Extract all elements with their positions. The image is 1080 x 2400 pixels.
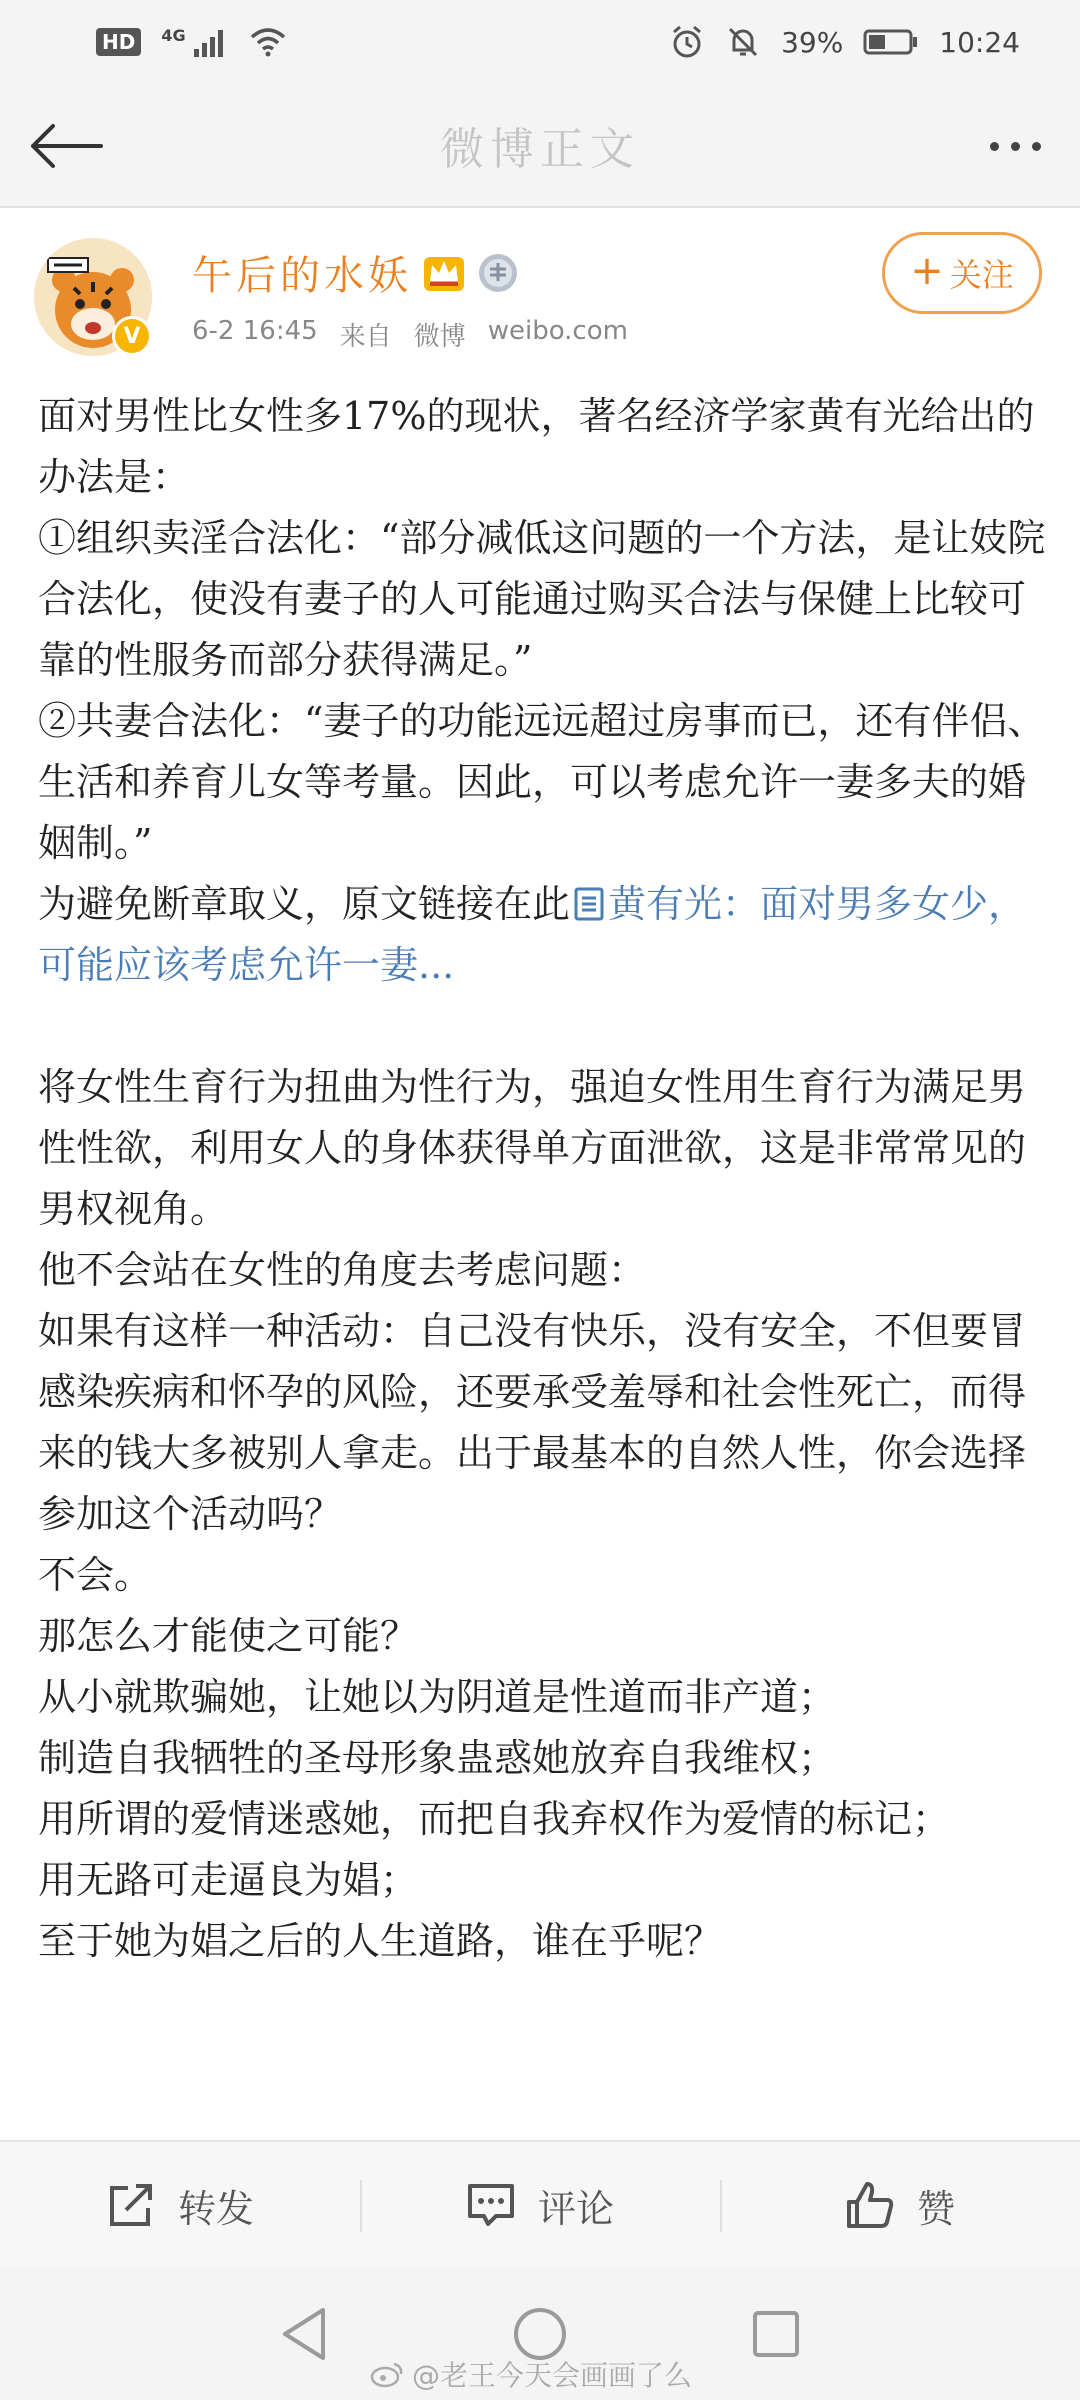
nav-recents-button[interactable] bbox=[748, 2306, 804, 2362]
repost-icon bbox=[106, 2180, 156, 2230]
signal-icon bbox=[192, 27, 228, 57]
repost-button[interactable] bbox=[0, 2142, 360, 2268]
post-card bbox=[0, 208, 1080, 2140]
comment-icon bbox=[466, 2180, 516, 2230]
status-left bbox=[96, 27, 288, 57]
square-recents-icon bbox=[751, 2309, 801, 2359]
clock: 10:24 bbox=[939, 25, 1020, 59]
post-paragraph: 不会。 bbox=[38, 1553, 153, 1597]
plus-icon: + bbox=[910, 248, 944, 294]
post-paragraph: 将女性生育行为扭曲为性行为，强迫女性用生育行为满足男性性欲，利用女人的身体获得单方面泄欲，这是非常常见的男权视角。 bbox=[38, 1065, 1027, 1231]
battery-percent: 39% bbox=[781, 25, 844, 59]
paragraph-spacer bbox=[38, 996, 1048, 1057]
post-date: 6-2 16:45 bbox=[192, 316, 318, 346]
page-title: 微博正文 bbox=[440, 124, 640, 175]
back-arrow-icon bbox=[27, 122, 103, 170]
title-bar bbox=[0, 84, 1080, 208]
more-dot-icon bbox=[990, 142, 999, 151]
post-paragraph: 面对男性比女性多17%的现状，著名经济学家黄有光给出的办法是： bbox=[38, 394, 1035, 499]
author-row bbox=[192, 244, 520, 301]
more-dot-icon bbox=[1011, 142, 1020, 151]
link-paragraph bbox=[38, 874, 1048, 996]
post-body bbox=[38, 386, 1048, 1972]
verified-badge-icon: V bbox=[112, 316, 152, 356]
watermark bbox=[370, 2354, 692, 2394]
post-paragraph: 用无路可走逼良为娼； bbox=[38, 1858, 419, 1902]
post-paragraph: 如果有这样一种活动：自己没有快乐，没有安全，不但要冒感染疾病和怀孕的风险，还要承受羞辱和社会性死亡，而得来的钱大多被别人拿走。出于最基本的自然人性，你会选择参加这个活动吗？ bbox=[38, 1309, 1027, 1536]
repost-label: 转发 bbox=[177, 2186, 254, 2231]
action-bar bbox=[0, 2140, 1080, 2268]
post-paragraph: 制造自我牺牲的圣母形象蛊惑她放弃自我维权； bbox=[38, 1736, 837, 1780]
post-header bbox=[0, 208, 1080, 358]
alarm-icon bbox=[669, 24, 705, 60]
comment-label: 评论 bbox=[537, 2186, 614, 2231]
back-button[interactable] bbox=[20, 114, 110, 178]
thumbs-up-icon bbox=[845, 2180, 895, 2230]
post-paragraph: ②共妻合法化：“妻子的功能远远超过房事而已，还有伴侣、生活和养育儿女等考量。因此，可以考虑允许一妻多夫的婚姻制。” bbox=[38, 699, 1046, 865]
crown-icon[interactable] bbox=[422, 251, 466, 295]
more-dot-icon bbox=[1032, 142, 1041, 151]
watermark-text: @老王今天会画画了么 bbox=[412, 2359, 693, 2392]
more-options-button[interactable] bbox=[970, 118, 1060, 174]
post-paragraph: 从小就欺骗她，让她以为阴道是性道而非产道； bbox=[38, 1675, 837, 1719]
comment-button[interactable] bbox=[360, 2142, 720, 2268]
triangle-back-icon bbox=[279, 2306, 329, 2362]
post-paragraph: 那怎么才能使之可能？ bbox=[38, 1614, 419, 1658]
like-button[interactable] bbox=[720, 2142, 1080, 2268]
article-link[interactable]: 黄有光：面对男多女少，可能应该考虑允许一妻... bbox=[38, 882, 1027, 987]
like-label: 赞 bbox=[916, 2186, 955, 2231]
hd-badge: HD bbox=[96, 28, 141, 56]
post-paragraph: 至于她为娼之后的人生道路，谁在乎呢？ bbox=[38, 1919, 723, 1963]
source-name: 微博 bbox=[413, 322, 466, 352]
network-type: 4G bbox=[161, 25, 186, 45]
status-right bbox=[669, 24, 1020, 60]
post-meta bbox=[192, 316, 628, 353]
battery-icon bbox=[863, 27, 919, 57]
article-link-icon[interactable] bbox=[574, 887, 604, 921]
source-domain: weibo.com bbox=[487, 316, 628, 346]
mute-bell-icon bbox=[725, 24, 761, 60]
post-paragraph: 他不会站在女性的角度去考虑问题： bbox=[38, 1248, 647, 1292]
post-paragraph: ①组织卖淫合法化：“部分减低这问题的一个方法，是让妓院合法化，使没有妻子的人可能通过购买合法与保健上比较可靠的性服务而部分获得满足。” bbox=[38, 516, 1046, 682]
status-bar bbox=[0, 0, 1080, 84]
follow-label: 关注 bbox=[949, 256, 1014, 294]
medal-icon[interactable] bbox=[476, 251, 520, 295]
source-prefix: 来自 bbox=[339, 322, 392, 352]
author-name[interactable]: 午后的水妖 bbox=[192, 253, 412, 299]
wifi-icon bbox=[248, 27, 288, 57]
nav-back-button[interactable] bbox=[276, 2306, 332, 2362]
follow-button[interactable] bbox=[882, 232, 1042, 314]
link-prefix: 为避免断章取义，原文链接在此 bbox=[38, 882, 571, 926]
weibo-logo-icon bbox=[370, 2360, 404, 2388]
post-paragraph: 用所谓的爱情迷惑她，而把自我弃权作为爱情的标记； bbox=[38, 1797, 951, 1841]
